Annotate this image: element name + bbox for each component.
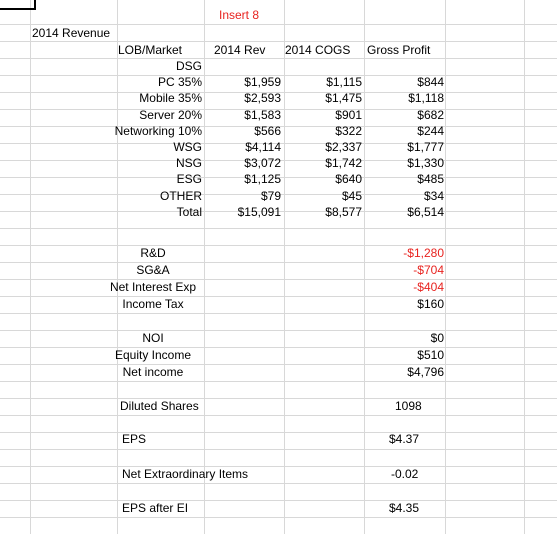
gp-value: $682 <box>417 107 444 122</box>
grid-row-line <box>0 500 557 501</box>
gp-value: $1,118 <box>408 91 444 106</box>
rev-value: $79 <box>260 188 281 203</box>
insert-label: Insert 8 <box>219 8 260 22</box>
grid-row-line <box>0 517 557 518</box>
expense-value: -$404 <box>413 280 444 294</box>
gp-value: $244 <box>417 123 444 138</box>
gp-value: $844 <box>417 75 444 90</box>
grid-column-line <box>30 0 31 534</box>
rev-value: $1,583 <box>244 107 281 122</box>
eps-label: EPS <box>122 432 147 446</box>
cogs-value: $1,742 <box>325 156 362 171</box>
lob-label: Mobile 35% <box>139 91 202 106</box>
grid-row-line <box>0 296 557 297</box>
rev-value: $566 <box>254 123 281 138</box>
expense-value: -$704 <box>413 263 444 277</box>
lob-label: Total <box>176 204 202 219</box>
gp-value: $34 <box>423 188 444 203</box>
grid-column-line <box>524 0 525 534</box>
lob-label: DSG <box>175 59 202 73</box>
header-cogs: 2014 COGS <box>285 43 351 57</box>
grid-row-line <box>0 449 557 450</box>
expense-label: Net Interest Exp <box>109 280 197 294</box>
cogs-value: $45 <box>341 188 362 203</box>
grid-row-line <box>0 245 557 246</box>
expense-label: R&D <box>140 246 166 260</box>
grid-row-line <box>0 415 557 416</box>
income-value: $510 <box>417 348 444 362</box>
eps-after-label: EPS after EI <box>122 501 189 515</box>
gp-value <box>365 58 444 75</box>
cell-cursor <box>0 0 36 10</box>
eps-after-value: $4.35 <box>389 501 420 515</box>
header-rev: 2014 Rev <box>214 43 266 57</box>
cogs-value: $640 <box>335 172 362 187</box>
extraordinary-label: Net Extraordinary Items <box>122 467 249 481</box>
grid-row-line <box>0 330 557 331</box>
cogs-value: $901 <box>335 107 362 122</box>
cogs-value: $2,337 <box>325 140 362 154</box>
cogs-value: $322 <box>335 123 362 138</box>
cogs-value <box>285 58 362 75</box>
income-value: $0 <box>430 331 444 345</box>
lob-label: OTHER <box>160 188 202 203</box>
rev-value: $3,072 <box>244 156 281 171</box>
cogs-value: $1,115 <box>326 75 362 90</box>
grid-row-line <box>0 228 557 229</box>
rev-value <box>205 58 281 75</box>
gp-value: $485 <box>417 172 444 187</box>
expense-label: Income Tax <box>122 297 184 311</box>
income-label: NOI <box>142 331 164 345</box>
income-label: Equity Income <box>114 348 192 362</box>
lob-label: ESG <box>176 172 202 187</box>
grid-column-line <box>445 0 446 534</box>
income-label: Net income <box>122 365 184 379</box>
expense-value: $160 <box>417 297 444 311</box>
lob-label: PC 35% <box>157 75 202 90</box>
eps-value: $4.37 <box>389 432 420 446</box>
gp-value: $1,330 <box>407 156 444 171</box>
diluted-shares-value: 1098 <box>395 399 422 413</box>
grid-row-line <box>0 483 557 484</box>
gp-value: $6,514 <box>407 204 444 219</box>
header-lob: LOB/Market <box>118 43 183 57</box>
rev-value: $1,959 <box>244 75 281 90</box>
expense-label: SG&A <box>136 263 170 277</box>
header-gp: Gross Profit <box>367 43 431 57</box>
expense-value: -$1,280 <box>403 246 444 260</box>
cogs-value: $8,577 <box>325 204 362 219</box>
rev-value: $4,114 <box>245 140 281 154</box>
grid-row-line <box>0 313 557 314</box>
grid-row-line <box>0 262 557 263</box>
lob-label: WSG <box>173 140 202 154</box>
grid-row-line <box>0 398 557 399</box>
diluted-shares-label: Diluted Shares <box>120 399 199 413</box>
rev-value: $15,091 <box>237 204 281 219</box>
extraordinary-value: -0.02 <box>391 467 419 481</box>
rev-value: $1,125 <box>244 172 281 187</box>
grid-row-line <box>0 432 557 433</box>
income-value: $4,796 <box>407 365 444 379</box>
grid-row-line <box>0 364 557 365</box>
lob-label: NSG <box>175 156 202 171</box>
gp-value: $1,777 <box>407 140 444 154</box>
sheet-title: 2014 Revenue <box>32 26 111 40</box>
grid-row-line <box>0 381 557 382</box>
lob-label: Server 20% <box>139 107 202 122</box>
grid-row-line <box>0 279 557 280</box>
lob-label: Networking 10% <box>114 123 202 138</box>
cogs-value: $1,475 <box>325 91 362 106</box>
rev-value: $2,593 <box>244 91 281 106</box>
grid-row-line <box>0 347 557 348</box>
